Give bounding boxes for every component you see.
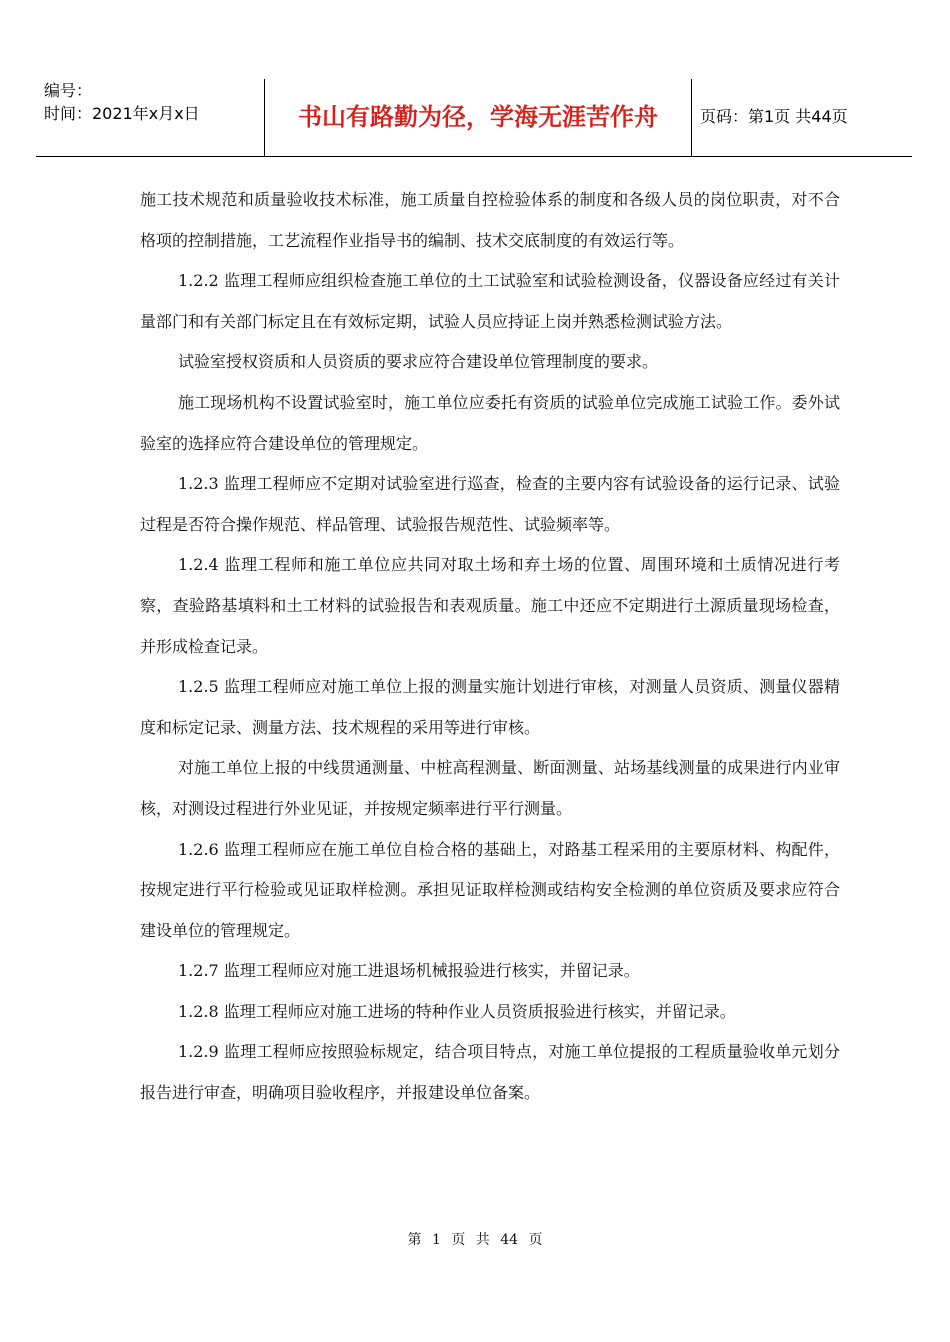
body-paragraph: 对施工单位上报的中线贯通测量、中桩高程测量、断面测量、站场基线测量的成果进行内业审核，对测设过程进行外业见证，并按规定频率进行平行测量。 — [140, 758, 840, 818]
body-paragraph: 1.2.7 监理工程师应对施工进退场机械报验进行核实，并留记录。 — [178, 961, 640, 981]
footer-page-number: 1 — [431, 1232, 441, 1248]
page-footer — [0, 1230, 950, 1250]
footer-total-word: 共 — [475, 1232, 490, 1248]
body-paragraph: 1.2.8 监理工程师应对施工进场的特种作业人员资质报验进行核实，并留记录。 — [178, 1001, 736, 1021]
body-paragraph: 试验室授权资质和人员资质的要求应符合建设单位管理制度的要求。 — [178, 352, 659, 372]
footer-page-unit: 页 — [451, 1232, 466, 1248]
body-paragraph: 施工技术规范和质量验收技术标准，施工质量自控检验体系的制度和各级人员的岗位职责，对不合格项的控制措施，工艺流程作业指导书的编制、技术交底制度的有效运行等。 — [140, 190, 840, 250]
body-paragraph: 1.2.3 监理工程师应不定期对试验室进行巡查，检查的主要内容有试验设备的运行记录、试验过程是否符合操作规范、样品管理、试验报告规范性、试验频率等。 — [140, 474, 840, 534]
header-page-number: 页码：第1页 共44页 — [700, 107, 848, 126]
document-number-label: 编号： — [44, 81, 93, 100]
body-paragraph: 1.2.2 监理工程师应组织检查施工单位的土工试验室和试验检测设备，仪器设备应经过有关计量部门和有关部门标定且在有效标定期，试验人员应持证上岗并熟悉检测试验方法。 — [140, 271, 840, 331]
body-paragraph: 1.2.6 监理工程师应在施工单位自检合格的基础上，对路基工程采用的主要原材料、构配件，按规定进行平行检验或见证取样检测。承担见证取样检测或结构安全检测的单位资质及要求应符合建设单位的管理规定。 — [140, 839, 840, 940]
header-meta — [44, 79, 266, 125]
footer-total-unit: 页 — [528, 1232, 543, 1248]
body-paragraph: 1.2.9 监理工程师应按照验标规定，结合项目特点，对施工单位提报的工程质量验收单元划分报告进行审查，明确项目验收程序，并报建设单位备案。 — [140, 1042, 840, 1103]
page-header — [36, 79, 912, 157]
footer-page-word: 第 — [407, 1232, 422, 1248]
body-paragraph: 1.2.4 监理工程师和施工单位应共同对取土场和弃土场的位置、周围环境和土质情况进行考察，查验路基填料和土工材料的试验报告和表观质量。施工中还应不定期进行土源质量现场检查，并形成检查记录。 — [140, 555, 840, 656]
body-paragraph: 施工现场机构不设置试验室时，施工单位应委托有资质的试验单位完成施工试验工作。委外试验室的选择应符合建设单位的管理规定。 — [140, 392, 840, 453]
document-date-label: 时间：2021年x月x日 — [44, 104, 200, 123]
footer-total-pages: 44 — [500, 1232, 519, 1248]
document-body — [140, 180, 840, 1114]
header-divider-right — [691, 79, 692, 156]
body-paragraph: 1.2.5 监理工程师应对施工单位上报的测量实施计划进行审核，对测量人员资质、测量仪器精度和标定记录、测量方法、技术规程的采用等进行审核。 — [140, 677, 840, 737]
header-motto: 书山有路勤为径，学海无涯苦作舟 — [298, 103, 658, 131]
